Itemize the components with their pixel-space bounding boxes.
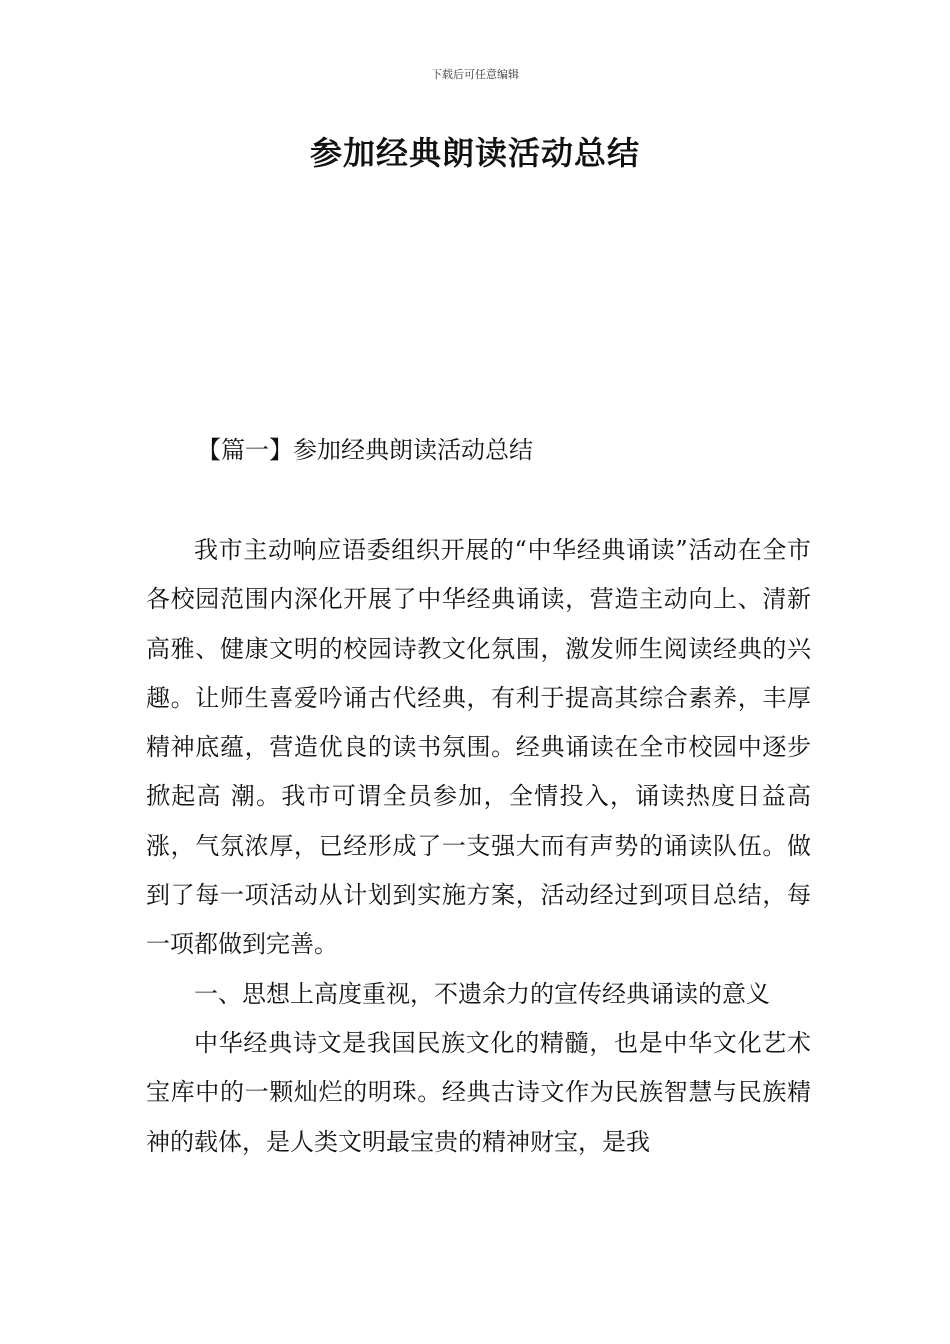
header-note: 下载后可任意编辑 [431, 68, 519, 81]
document-title: 参加经典朗读活动总结 [309, 134, 640, 172]
paragraph: 中华经典诗文是我国民族文化的精髓，也是中华文化艺术宝库中的一颗灿烂的明珠。经典古诗文作为民族智慧与民族精神的载体，是人类文明最宝贵的精神财宝，是我 [146, 1028, 811, 1156]
paragraph: 一、思想上高度重视，不遗余力的宣传经典诵读的意义 [194, 979, 770, 1008]
paragraph: 我市主动响应语委组织开展的“中华经典诵读”活动在全市各校园范围内深化开展了中华经典诵读，营造主动向上、清新高雅、健康文明的校园诗教文化氛围，激发师生阅读经典的兴趣。让师生喜爱吟诵古代经典，有利于提高其综合素养，丰厚精神底蕴，营造优良的读书氛围。经典诵读在全市校园中逐步掀起高 潮。我市可谓全员参加，全情投入，诵读热度日益高涨，气氛浓厚，已经形成了一支强大而有声势的诵读队伍。做到了每一项活动从计划到实施方案，活动经过到项目总结，每一项都做到完善。 [146, 536, 811, 959]
body-text [146, 526, 811, 1167]
section-heading: 【篇一】参加经典朗读活动总结 [197, 436, 533, 464]
